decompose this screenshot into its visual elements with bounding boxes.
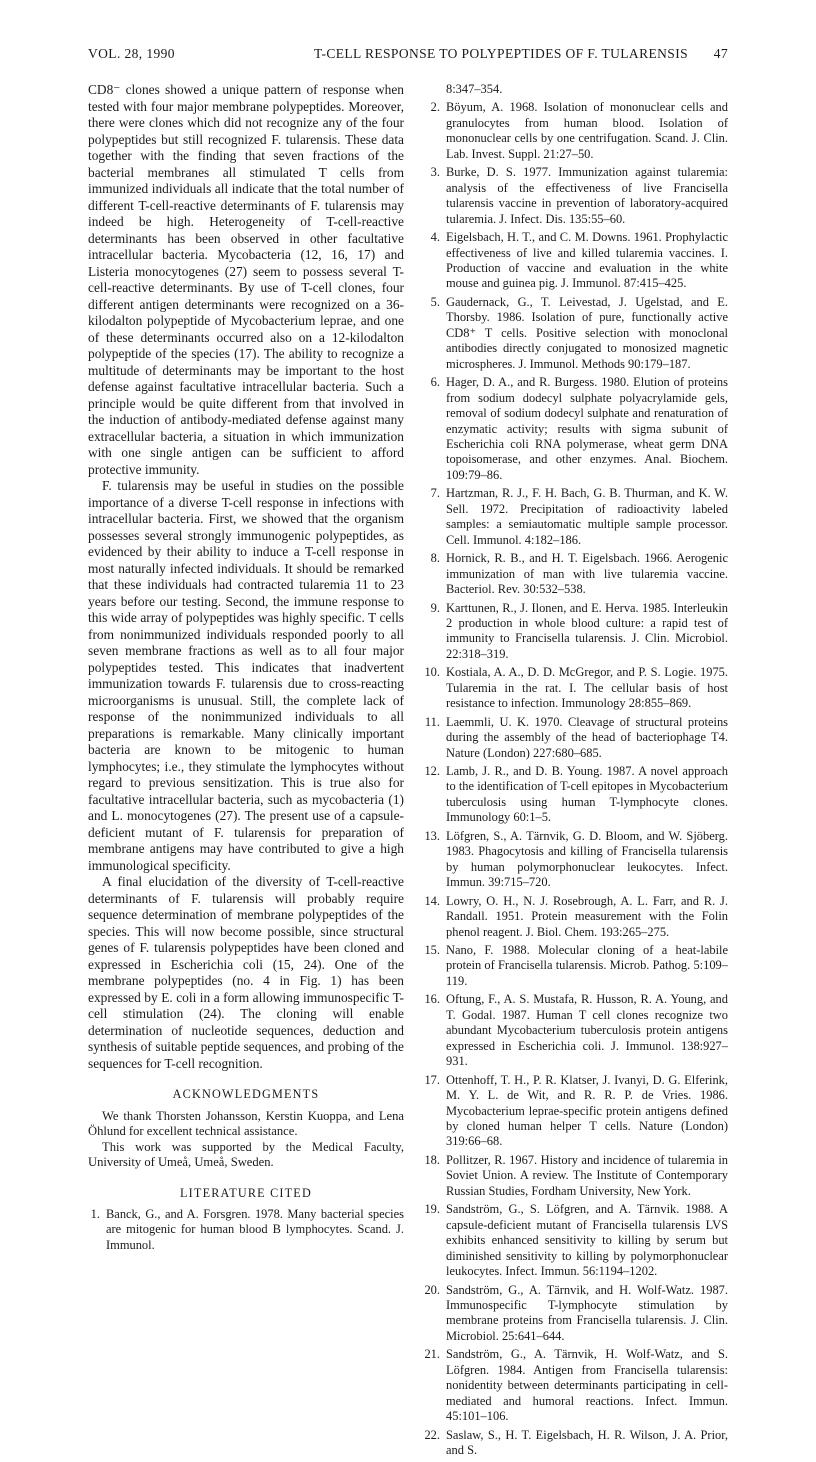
reference-item bbox=[424, 1153, 728, 1199]
reference-number: 12. bbox=[424, 764, 440, 779]
reference-item bbox=[424, 829, 728, 891]
reference-number: 19. bbox=[424, 1202, 440, 1217]
reference-text: Hartzman, R. J., F. H. Bach, G. B. Thurman, and K. W. Sell. 1972. Precipitation of radioactivity labeled samples: a semiautomatic multiple sample processor. Cell. Immunol. 4:182–186. bbox=[446, 486, 728, 547]
reference-text: Löfgren, S., A. Tärnvik, G. D. Bloom, and W. Sjöberg. 1983. Phagocytosis and killing of Francisella tularensis by human polymorphonuclear leukocytes. Infect. Immun. 39:715–720. bbox=[446, 828, 728, 890]
reference-item bbox=[424, 665, 728, 711]
reference-item bbox=[424, 992, 728, 1069]
reference-text: Kostiala, A. A., D. D. McGregor, and P. S. Logie. 1975. Tularemia in the rat. I. The cellular basis of host resistance to infection. Immunology 28:855–869. bbox=[446, 665, 728, 711]
running-header bbox=[88, 46, 728, 68]
right-column bbox=[424, 82, 728, 1462]
reference-number: 15. bbox=[424, 943, 440, 958]
body-paragraph: F. tularensis may be useful in studies on the possible importance of a diverse T-cell response in infections with intracellular bacteria. First, we showed that the organism possesses several strongly immunogenic polypeptides, as evidenced by their ability to induce a T-cell response in most naturally infected individuals. It should be remarked that these individuals had contracted tularemia 11 to 23 years before our testing. Second, the immune response to this wide array of polypeptides was highly specific. T cells from nonimmunized individuals responded poorly to all seven membrane fractions as well as to all four major polypeptides tested. This indicates that inadvertent immunization towards F. tularensis due to cross-reacting microorganisms is unusual. Still, the complete lack of response of the nonimmunized individuals to all preparations is remarkable. Many clinically important bacteria are known to be mitogenic to human lymphocytes; i.e., they stimulate the lymphocytes without regard to previous sensitization. This is true also for facultative intracellular bacteria, such as mycobacteria (1) and L. monocytogenes (27). The present use of a capsule-deficient mutant of F. tularensis for preparation of membrane antigens may have contributed to give a high immunological specificity. bbox=[88, 478, 404, 873]
reference-text: Ottenhoff, T. H., P. R. Klatser, J. Ivanyi, D. G. Elferink, M. Y. L. de Wit, and R. R. P. de Vries. 1986. Mycobacterium leprae-specific protein antigens defined by cloned human helper T cells. Nature (London) 319:66–68. bbox=[446, 1072, 728, 1149]
reference-item bbox=[424, 486, 728, 548]
reference-text: Burke, D. S. 1977. Immunization against tularemia: analysis of the effectiveness of live Francisella tularensis vaccine in prevention of laboratory-acquired tularemia. J. Infect. Dis. 135:55–60. bbox=[446, 165, 728, 226]
reference-item bbox=[424, 715, 728, 761]
reference-text: Oftung, F., A. S. Mustafa, R. Husson, R. A. Young, and T. Godal. 1987. Human T cell clones recognize two abundant Mycobacterium tuberculosis protein antigens expressed in Escherichia coli. J. Immunol. 138:927–931. bbox=[446, 992, 728, 1069]
reference-item bbox=[424, 1347, 728, 1424]
reference-text: Böyum, A. 1968. Isolation of mononuclear cells and granulocytes from human blood. Isolation of mononuclear cells by one centrifugation. Scand. J. Clin. Lab. Invest. Suppl. 21:27–50. bbox=[446, 100, 728, 161]
reference-item bbox=[424, 230, 728, 292]
reference-text: Saslaw, S., H. T. Eigelsbach, H. R. Wilson, J. A. Prior, and S. bbox=[446, 1427, 728, 1458]
reference-item bbox=[424, 601, 728, 663]
reference-item bbox=[424, 165, 728, 227]
reference-number: 2. bbox=[430, 100, 440, 115]
reference-number: 7. bbox=[430, 486, 440, 501]
reference-continuation: 8:347–354. bbox=[446, 82, 503, 96]
reference-number: 1. bbox=[90, 1207, 100, 1221]
reference-item bbox=[424, 1283, 728, 1345]
reference-text: Nano, F. 1988. Molecular cloning of a heat-labile protein of Francisella tularensis. Microb. Pathog. 5:109–119. bbox=[446, 943, 728, 988]
reference-text: Laemmli, U. K. 1970. Cleavage of structural proteins during the assembly of the head of bacteriophage T4. Nature (London) 227:680–685. bbox=[446, 714, 728, 760]
reference-number: 13. bbox=[424, 828, 440, 843]
reference-number: 21. bbox=[424, 1347, 440, 1362]
reference-number: 17. bbox=[424, 1072, 440, 1087]
volume-label: VOL. 28, 1990 bbox=[88, 46, 175, 61]
reference-list bbox=[88, 1207, 404, 1253]
reference-item bbox=[424, 375, 728, 483]
reference-text: Lamb, J. R., and D. B. Young. 1987. A novel approach to the identification of T-cell epitopes in Mycobacterium tuberculosis using human T-lymphocyte clones. Immunology 60:1–5. bbox=[446, 764, 728, 825]
reference-item bbox=[424, 551, 728, 597]
reference-text: Pollitzer, R. 1967. History and incidence of tularemia in Soviet Union. A review. The Institute of Contemporary Russian Studies, Fordham University, New York. bbox=[446, 1152, 728, 1198]
reference-text: Sandström, G., S. Löfgren, and A. Tärnvik. 1988. A capsule-deficient mutant of Francisella tularensis LVS exhibits enhanced sensitivity to killing by serum but diminished sensitivity to killing by polymorphonuclear leukocytes. Infect. Immun. 56:1194–1202. bbox=[446, 1202, 728, 1279]
acknowledgments bbox=[88, 1109, 404, 1171]
left-column bbox=[88, 82, 404, 1256]
reference-item bbox=[424, 1202, 728, 1279]
reference-number: 18. bbox=[424, 1152, 440, 1167]
reference-item bbox=[424, 295, 728, 372]
running-title: T-CELL RESPONSE TO POLYPEPTIDES OF F. TULARENSIS bbox=[314, 46, 688, 61]
reference-text: Gaudernack, G., T. Leivestad, J. Ugelstad, and E. Thorsby. 1986. Isolation of pure, functionally active CD8⁺ T cells. Positive selection with monoclonal antibodies directly conjugated to monosized magnetic microspheres. J. Immunol. Methods 90:179–187. bbox=[446, 294, 728, 371]
reference-text: Hager, D. A., and R. Burgess. 1980. Elution of proteins from sodium dodecyl sulphate polyacrylamide gels, removal of sodium dodecyl sulphate and renaturation of enzymatic activity; results with sigma subunit of Escherichia coli RNA polymerase, wheat germ DNA topoisomerase, and other enzymes. Anal. Biochem. 109:79–86. bbox=[446, 375, 728, 482]
body-paragraph: CD8⁻ clones showed a unique pattern of response when tested with four major membrane polypeptides. Moreover, there were clones which did not recognize any of the four polypeptides but still recognized F. tularensis. These data together with the finding that seven fractions of the bacterial membranes all stimulated T cells from immunized individuals all indicate that the total number of different T-cell-reactive determinants of F. tularensis may indeed be high. Heterogeneity of T-cell-reactive determinants has been observed in other facultative intracellular bacteria. Mycobacteria (12, 16, 17) and Listeria monocytogenes (27) seem to possess several T-cell-reactive determinants. By use of T-cell clones, four different antigen determinants were recognized on a 36-kilodalton polypeptide of Mycobacterium leprae, and one of these determinants occurred also on a 12-kilodalton polypeptide of the species (17). The ability to recognize a multitude of determinants may be important to the host defense against facultative intracellular bacteria. Such a principle would be quite different from that involved in the induction of antibody-mediated defense against many extracellular bacteria, a situation in which immunization with one single antigen can be sufficient to afford protective immunity. bbox=[88, 82, 404, 477]
reference-text: Karttunen, R., J. Ilonen, and E. Herva. 1985. Interleukin 2 production in whole blood culture: a rapid test of immunity to Francisella tularensis. J. Clin. Microbiol. 22:318–319. bbox=[446, 600, 728, 661]
reference-number: 6. bbox=[430, 375, 440, 390]
reference-number: 22. bbox=[424, 1427, 440, 1442]
page-number: 47 bbox=[713, 46, 728, 61]
reference-number: 8. bbox=[430, 551, 440, 566]
reference-item bbox=[424, 1073, 728, 1150]
reference-text: Banck, G., and A. Forsgren. 1978. Many bacterial species are mitogenic for human blood B lymphocytes. Scand. J. Immunol. bbox=[106, 1207, 404, 1252]
reference-number: 5. bbox=[430, 294, 440, 309]
reference-item bbox=[424, 100, 728, 162]
reference-number: 9. bbox=[430, 600, 440, 615]
reference-list bbox=[424, 100, 728, 1458]
reference-item bbox=[424, 1428, 728, 1459]
ack-paragraph: This work was supported by the Medical Faculty, University of Umeå, Umeå, Sweden. bbox=[88, 1139, 404, 1169]
reference-number: 20. bbox=[424, 1282, 440, 1297]
reference-text: Lowry, O. H., N. J. Rosebrough, A. L. Farr, and R. J. Randall. 1951. Protein measurement with the Folin phenol reagent. J. Biol. Chem. 193:265–275. bbox=[446, 893, 728, 939]
reference-number: 16. bbox=[424, 992, 440, 1007]
reference-item bbox=[88, 1207, 404, 1253]
reference-text: Eigelsbach, H. T., and C. M. Downs. 1961. Prophylactic effectiveness of live and killed tularemia vaccines. I. Production of vaccine and evaluation in the white mouse and guinea pig. J. Immunol. 87:415–425. bbox=[446, 230, 728, 291]
reference-item bbox=[424, 943, 728, 989]
body-paragraph: A final elucidation of the diversity of T-cell-reactive determinants of F. tularensis will probably require sequence determination of membrane polypeptides of the species. This will now become possible, since structural genes of F. tularensis polypeptides have been cloned and expressed in Escherichia coli (15, 24). One of the membrane polypeptides (no. 4 in Fig. 1) has been expressed by E. coli in a form allowing immunospecific T-cell stimulation (24). The cloning will enable determination of nucleotide sequences, deduction and synthesis of suitable peptide sequences, and probing of the sequences for T-cell recognition. bbox=[88, 874, 404, 1071]
reference-number: 10. bbox=[424, 665, 440, 680]
reference-number: 4. bbox=[430, 230, 440, 245]
reference-text: Sandström, G., A. Tärnvik, and H. Wolf-Watz. 1987. Immunospecific T-lymphocyte stimulation by membrane proteins from Francisella tularensis. J. Clin. Microbiol. 25:641–644. bbox=[446, 1282, 728, 1343]
acknowledgments-heading: ACKNOWLEDGMENTS bbox=[172, 1087, 320, 1101]
reference-item bbox=[424, 894, 728, 940]
reference-text: Sandström, G., A. Tärnvik, H. Wolf-Watz, and S. Löfgren. 1984. Antigen from Francisella tularensis: nonidentity between determinants participating in cell-mediated and humoral reactions. Infect. Immun. 45:101–106. bbox=[446, 1347, 728, 1424]
reference-number: 14. bbox=[424, 893, 440, 908]
reference-text: Hornick, R. B., and H. T. Eigelsbach. 1966. Aerogenic immunization of man with live tularemia vaccine. Bacteriol. Rev. 30:532–538. bbox=[446, 551, 728, 597]
reference-item bbox=[424, 764, 728, 826]
literature-cited-heading: LITERATURE CITED bbox=[180, 1185, 312, 1200]
ack-paragraph: We thank Thorsten Johansson, Kerstin Kuoppa, and Lena Öhlund for excellent technical assistance. bbox=[88, 1108, 404, 1138]
reference-number: 3. bbox=[430, 165, 440, 180]
reference-number: 11. bbox=[424, 714, 440, 729]
